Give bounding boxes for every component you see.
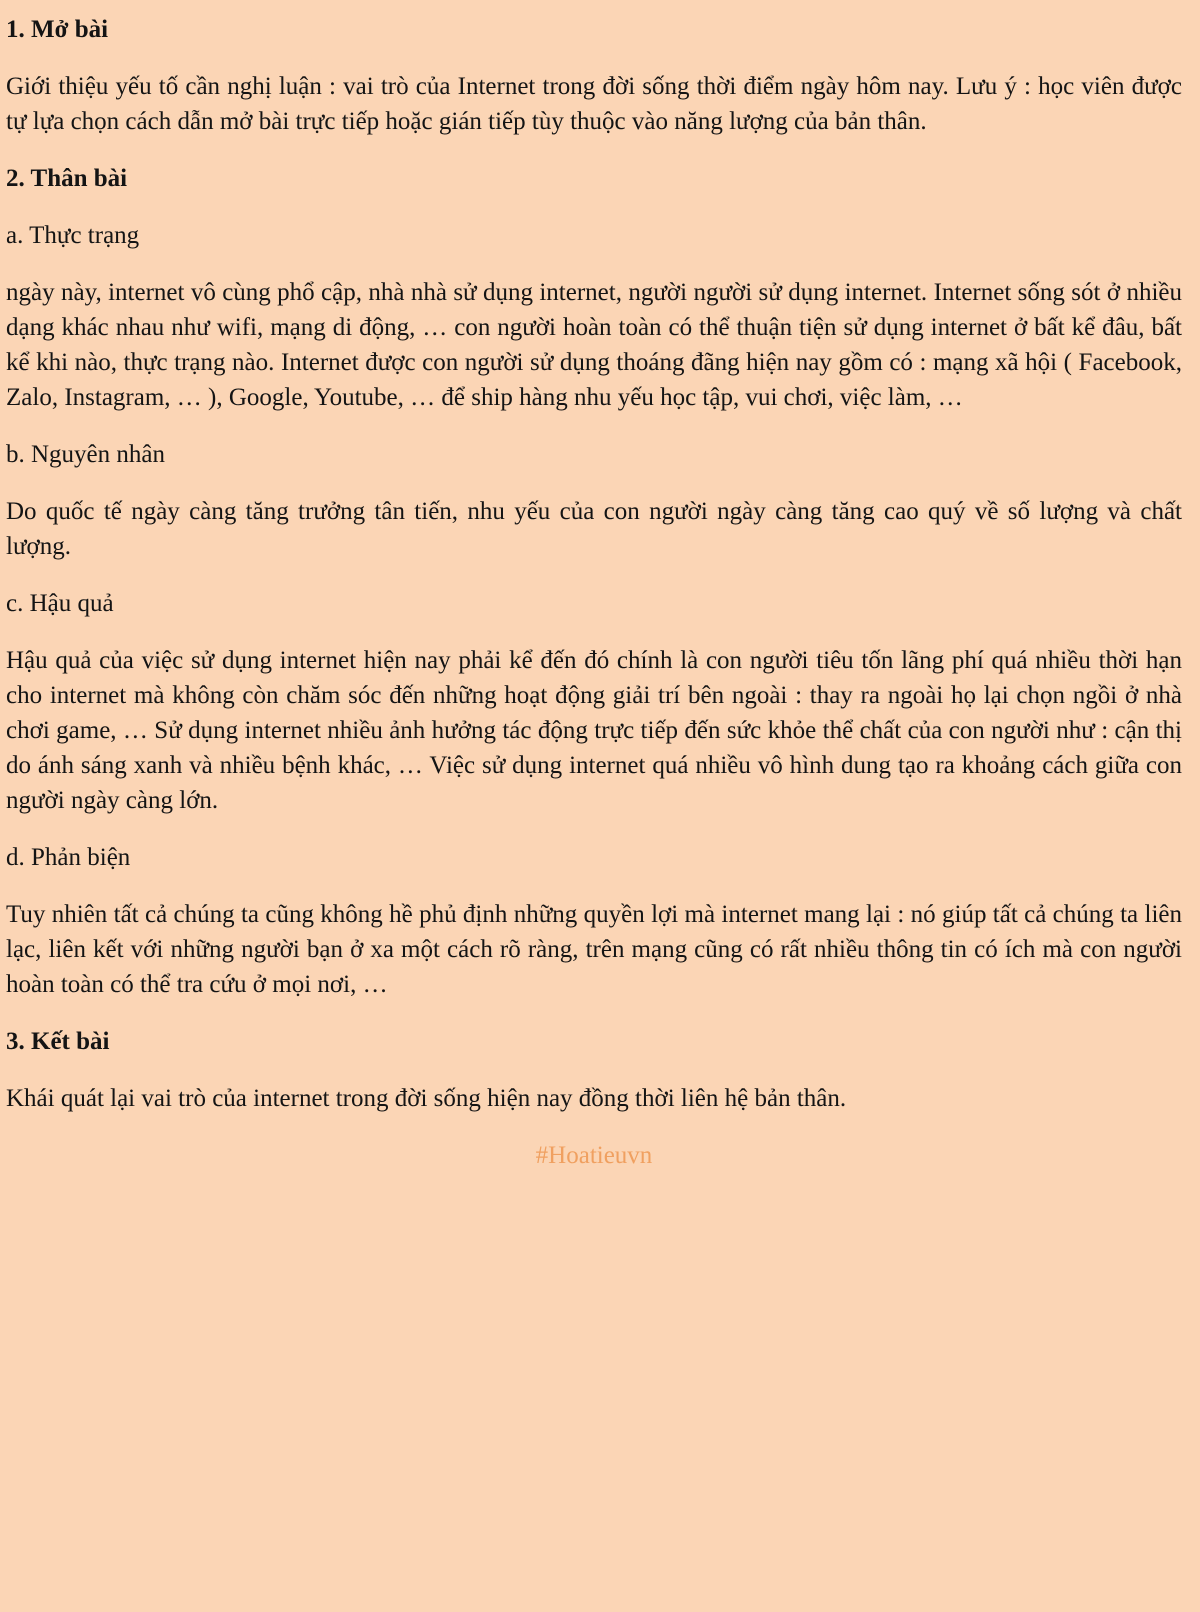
subheading-thuc-trang: a. Thực trạng [6,222,140,249]
body-heading: 2. Thân bài [6,165,128,192]
intro-paragraph: Giới thiệu yếu tố cần nghị luận : vai trò của Internet trong đời sống thời điểm ngày hôm nay. Lưu ý : học viên được tự lựa chọn cách dẫn mở bài trực tiếp hoặc gián tiếp tùy thuộc vào năng lượng của bản thân. [6,73,1182,135]
paragraph-hau-qua: Hậu quả của việc sử dụng internet hiện nay phải kể đến đó chính là con người tiêu tốn lãng phí quá nhiều thời hạn cho internet mà không còn chăm sóc đến những hoạt động giải trí bên ngoài : thay ra ngoài họ lại chọn ngồi ở nhà chơi game, … Sử dụng internet nhiều ảnh hưởng tác động trực tiếp đến sức khỏe thể chất của con người như : cận thị do ánh sáng xanh và nhiều bệnh khác, … Việc sử dụng internet quá nhiều vô hình dung tạo ra khoảng cách giữa con người ngày càng lớn. [6,647,1182,814]
conclusion-heading: 3. Kết bài [6,1028,110,1055]
paragraph-thuc-trang: ngày này, internet vô cùng phổ cập, nhà nhà sử dụng internet, người người sử dụng internet. Internet sống sót ở nhiều dạng khác nhau như wifi, mạng di động, … con người hoàn toàn có thể thuận tiện sử dụng internet ở bất kể đâu, bất kể khi nào, thực trạng nào. Internet được con người sử dụng thoáng đãng hiện nay gồm có : mạng xã hội ( Facebook, Zalo, Instagram, … ), Google, Youtube, … để ship hàng nhu yếu học tập, vui chơi, việc làm, … [6,279,1182,411]
subheading-hau-qua: c. Hậu quả [6,590,114,617]
conclusion-paragraph: Khái quát lại vai trò của internet trong đời sống hiện nay đồng thời liên hệ bản thân. [6,1085,847,1112]
paragraph-nguyen-nhan: Do quốc tế ngày càng tăng trưởng tân tiến, nhu yếu của con người ngày càng tăng cao quý về số lượng và chất lượng. [6,498,1182,560]
subheading-phan-bien: d. Phản biện [6,844,131,871]
watermark-text: #Hoatieuvn [535,1142,653,1169]
intro-heading: 1. Mở bài [6,16,109,43]
paragraph-phan-bien: Tuy nhiên tất cả chúng ta cũng không hề phủ định những quyền lợi mà internet mang lại : nó giúp tất cả chúng ta liên lạc, liên kết với những người bạn ở xa một cách rõ ràng, trên mạng cũng có rất nhiều thông tin có ích mà con người hoàn toàn có thể tra cứu ở mọi nơi, … [6,901,1182,998]
subheading-nguyen-nhan: b. Nguyên nhân [6,441,165,468]
